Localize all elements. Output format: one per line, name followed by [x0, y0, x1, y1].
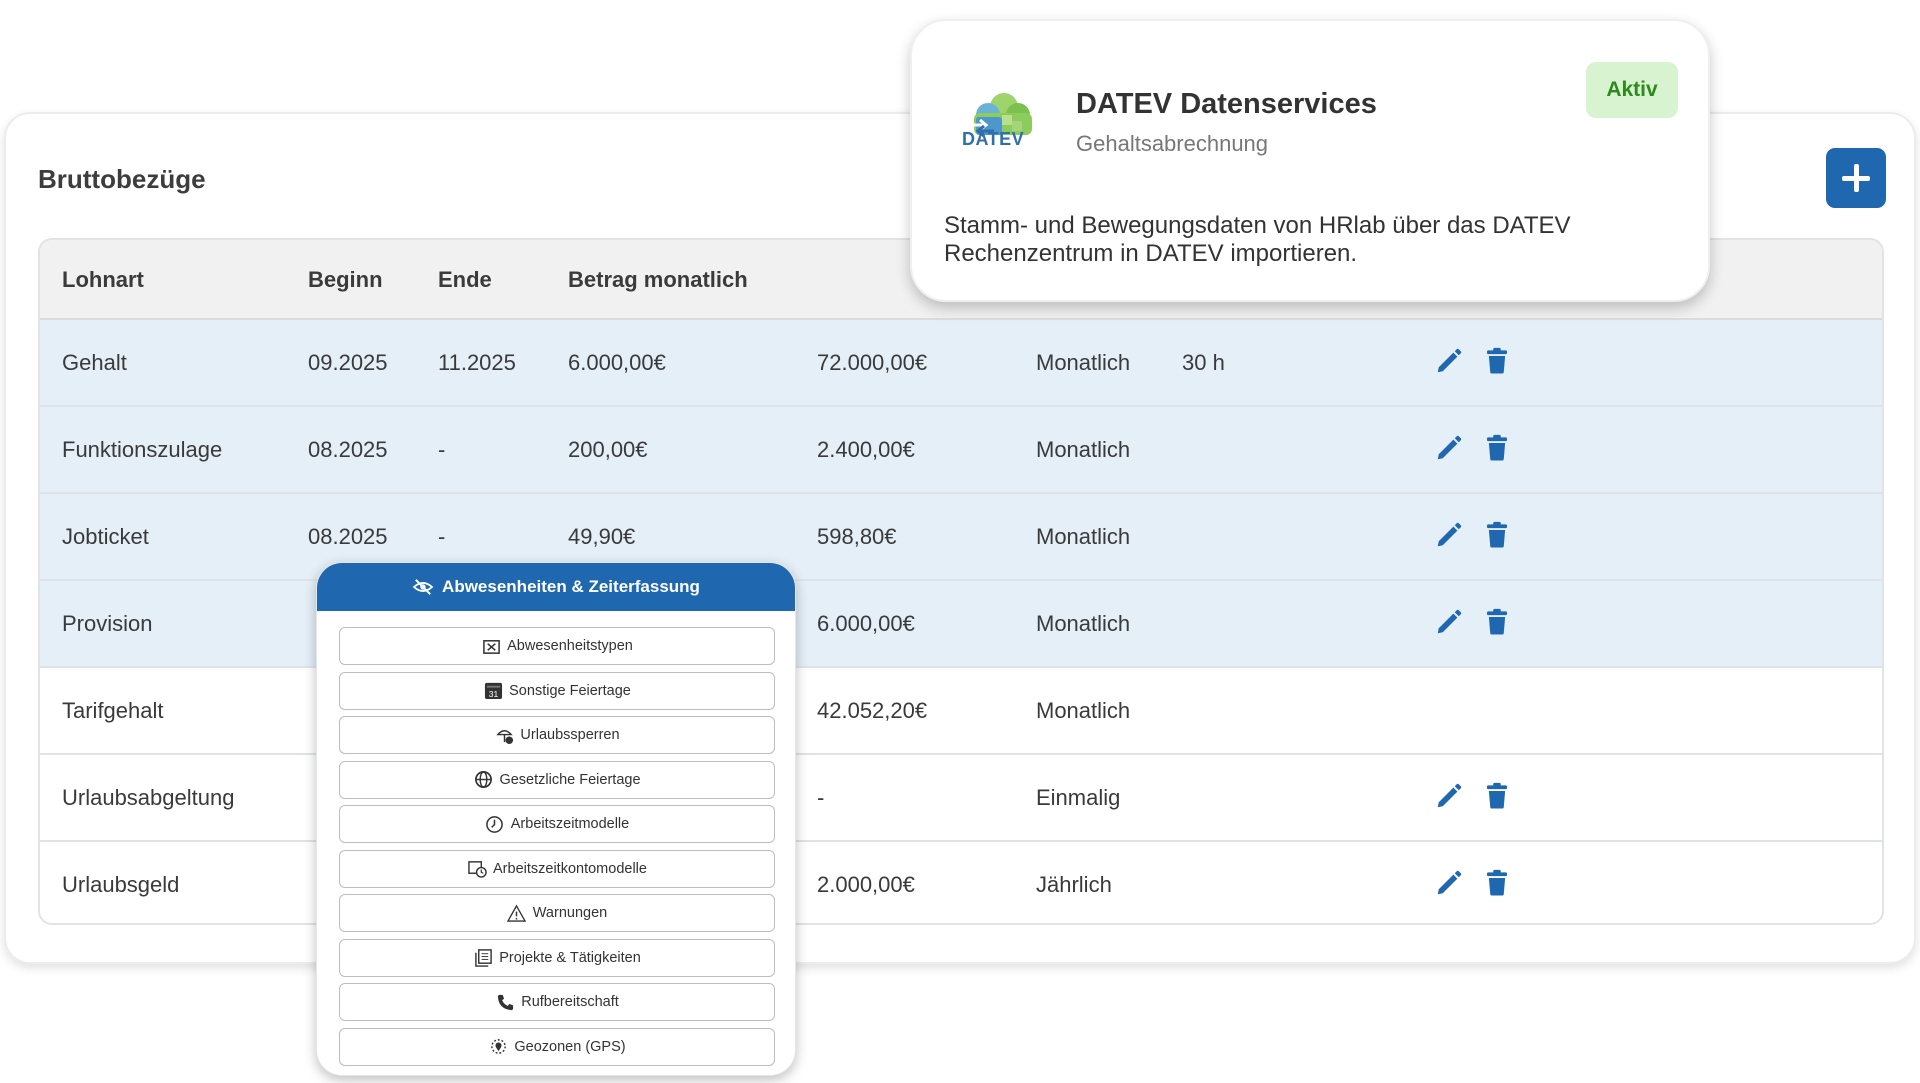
- cell-jahr: 6.000,00€: [817, 611, 915, 636]
- menu-item-label: Abwesenheitstypen: [507, 638, 633, 654]
- svg-text:31: 31: [488, 689, 498, 700]
- table-row[interactable]: [40, 407, 1882, 494]
- menu-item-geozonen-gps[interactable]: [339, 1028, 775, 1066]
- status-badge: Aktiv: [1586, 62, 1678, 118]
- datev-logo-text: DATEV: [962, 129, 1025, 149]
- menu-item-label: Projekte & Tätigkeiten: [499, 949, 641, 966]
- cell-jahr: -: [817, 785, 825, 810]
- datev-logo-icon: [960, 85, 1038, 165]
- menu-header-label: Abwesenheiten & Zeiterfassung: [442, 577, 700, 596]
- clock-icon: [485, 814, 505, 834]
- cell-betrag: 49,90€: [568, 524, 636, 549]
- delete-trash-icon[interactable]: [1482, 433, 1512, 463]
- cell-lohnart: Urlaubsabgeltung: [62, 785, 235, 810]
- datev-title: DATEV Datenservices: [1076, 88, 1377, 120]
- cell-beginn: 09.2025: [308, 350, 388, 375]
- cell-ende: -: [438, 524, 446, 549]
- menu-item-sonstige-feiertage[interactable]: [339, 672, 775, 710]
- datev-integration-card[interactable]: [910, 19, 1710, 302]
- vacation-lock-icon: [494, 725, 514, 745]
- cell-stunden: 30 h: [1182, 350, 1225, 375]
- cell-lohnart: Provision: [62, 611, 153, 636]
- cell-intervall: Monatlich: [1036, 350, 1131, 375]
- menu-item-label: Warnungen: [532, 905, 608, 921]
- menu-item-label: Gesetzliche Feiertage: [499, 771, 641, 788]
- location-icon: [488, 1037, 508, 1057]
- cell-ende: -: [438, 437, 446, 462]
- menu-item-arbeitszeitkontomodelle[interactable]: [339, 850, 775, 888]
- cell-lohnart: Tarifgehalt: [62, 698, 164, 723]
- datev-description: Stamm- und Bewegungsdaten von HRlab über das DATEV Rechenzentrum in DATEV importieren.: [944, 212, 1571, 267]
- menu-item-label: Urlaubssperren: [520, 727, 620, 743]
- cell-lohnart: Gehalt: [62, 350, 127, 375]
- delete-trash-icon[interactable]: [1482, 346, 1512, 376]
- cell-lohnart: Urlaubsgeld: [62, 872, 180, 897]
- cell-lohnart: Jobticket: [62, 524, 149, 549]
- cell-intervall: Jährlich: [1036, 872, 1112, 897]
- cell-lohnart: Funktionszulage: [62, 437, 223, 462]
- eye-slash-icon: [412, 578, 434, 596]
- header-ende[interactable]: Ende: [438, 267, 492, 292]
- abwesenheiten-menu: [316, 562, 796, 1076]
- cell-jahr: 2.400,00€: [817, 437, 915, 462]
- menu-item-label: Geozonen (GPS): [514, 1038, 626, 1055]
- menu-item-label: Rufbereitschaft: [521, 994, 619, 1010]
- delete-trash-icon[interactable]: [1482, 520, 1512, 550]
- cell-jahr: 598,80€: [817, 524, 897, 549]
- add-button[interactable]: [1826, 148, 1886, 208]
- header-betrag-monatlich[interactable]: Betrag monatlich: [568, 267, 748, 292]
- globe-icon: [473, 770, 493, 790]
- menu-item-warnungen[interactable]: [339, 894, 775, 932]
- cell-intervall: Einmalig: [1036, 785, 1121, 810]
- edit-pencil-icon[interactable]: [1434, 520, 1464, 550]
- header-lohnart[interactable]: Lohnart: [62, 267, 144, 292]
- calendar-x-icon: [481, 636, 501, 656]
- header-beginn[interactable]: Beginn: [308, 267, 383, 292]
- menu-item-abwesenheitstypen[interactable]: [339, 627, 775, 665]
- cell-jahr: 42.052,20€: [817, 698, 928, 723]
- edit-pencil-icon[interactable]: [1434, 781, 1464, 811]
- menu-header: [317, 563, 795, 611]
- cell-intervall: Monatlich: [1036, 437, 1131, 462]
- delete-trash-icon[interactable]: [1482, 868, 1512, 898]
- cell-jahr: 2.000,00€: [817, 872, 915, 897]
- delete-trash-icon[interactable]: [1482, 781, 1512, 811]
- warning-icon: [507, 903, 527, 923]
- cell-intervall: Monatlich: [1036, 524, 1131, 549]
- datev-subtitle: Gehaltsabrechnung: [1076, 131, 1269, 156]
- calendar-31-icon: [483, 681, 503, 701]
- phone-icon: [495, 992, 515, 1012]
- documents-icon: [473, 948, 493, 968]
- menu-item-rufbereitschaft[interactable]: [339, 983, 775, 1021]
- menu-item-projekte-tätigkeiten[interactable]: [339, 939, 775, 977]
- cell-beginn: 08.2025: [308, 524, 388, 549]
- cell-jahr: 72.000,00€: [817, 350, 928, 375]
- menu-item-label: Arbeitszeitkontomodelle: [493, 860, 647, 877]
- table-row[interactable]: [40, 320, 1882, 407]
- calendar-clock-icon: [467, 859, 487, 879]
- cell-intervall: Monatlich: [1036, 611, 1131, 636]
- edit-pencil-icon[interactable]: [1434, 433, 1464, 463]
- menu-item-arbeitszeitmodelle[interactable]: [339, 805, 775, 843]
- delete-trash-icon[interactable]: [1482, 607, 1512, 637]
- cell-intervall: Monatlich: [1036, 698, 1131, 723]
- menu-item-label: Sonstige Feiertage: [509, 682, 631, 699]
- bruttobezuege-table: [38, 238, 1884, 925]
- cell-betrag: 200,00€: [568, 437, 648, 462]
- cell-beginn: 08.2025: [308, 437, 388, 462]
- edit-pencil-icon[interactable]: [1434, 346, 1464, 376]
- cell-ende: 11.2025: [438, 350, 516, 375]
- cell-betrag: 6.000,00€: [568, 350, 666, 375]
- edit-pencil-icon[interactable]: [1434, 607, 1464, 637]
- menu-item-gesetzliche-feiertage[interactable]: [339, 761, 775, 799]
- edit-pencil-icon[interactable]: [1434, 868, 1464, 898]
- menu-item-label: Arbeitszeitmodelle: [510, 816, 630, 832]
- card-title: Bruttobezüge: [38, 164, 206, 194]
- menu-item-urlaubssperren[interactable]: [339, 716, 775, 754]
